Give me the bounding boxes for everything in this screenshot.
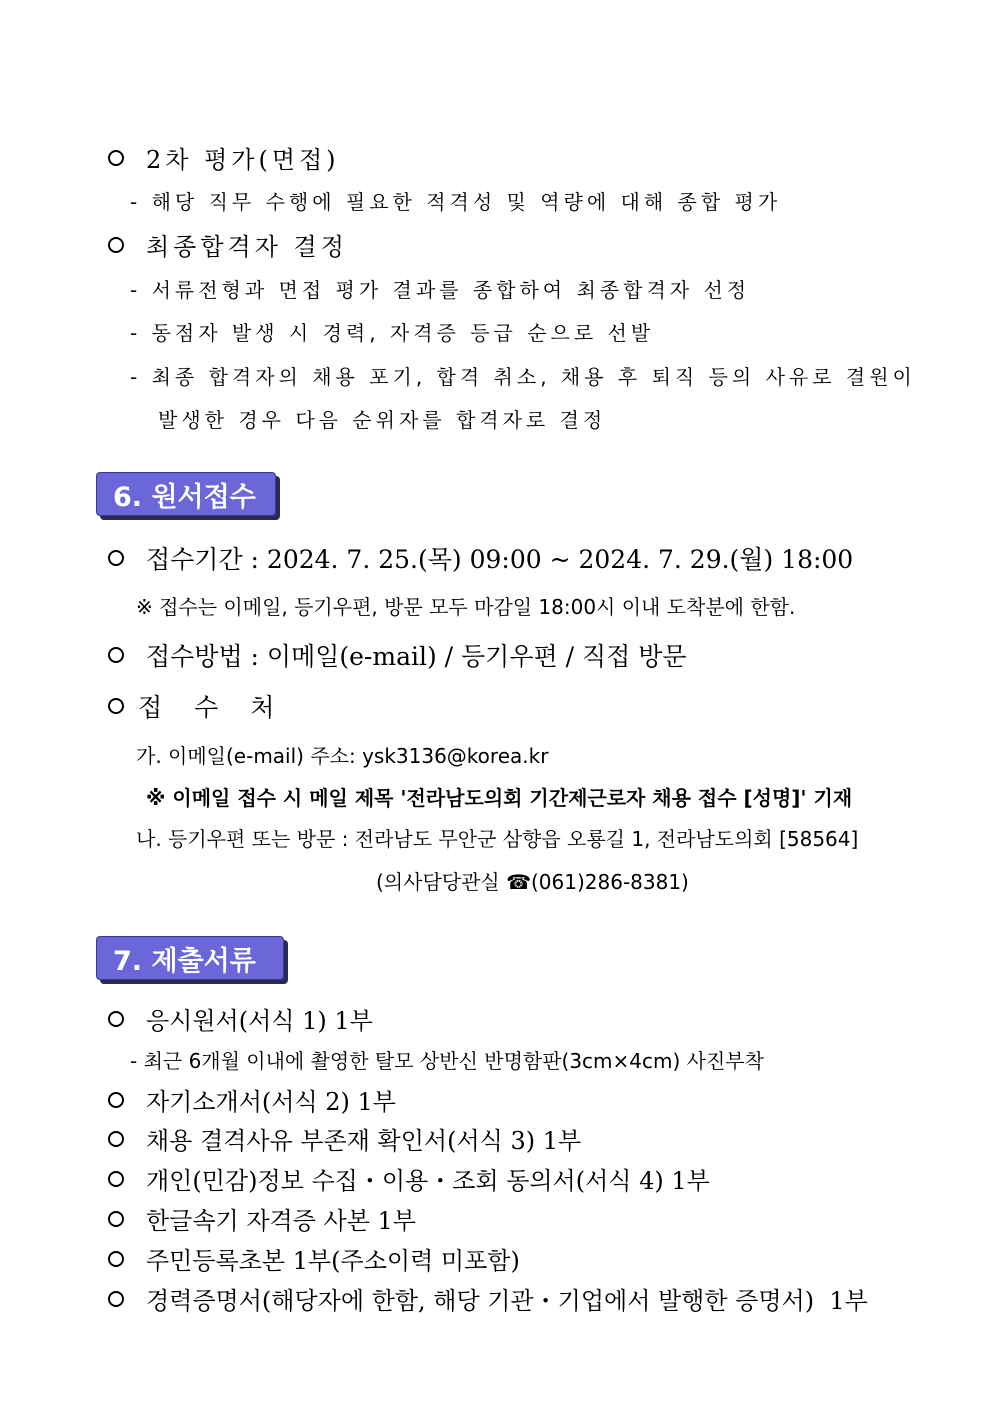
doc-item-3: 채용 결격사유 부존재 확인서(서식 3) 1부 (146, 1127, 582, 1155)
doc-item-row (108, 1001, 373, 1036)
section6-place-label: 접 수 처 (138, 693, 287, 722)
eval2-title-row (108, 140, 340, 175)
final-item-2: - 동점자 발생 시 경력, 자격증 등급 순으로 선발 (130, 321, 655, 345)
section6-heading-text: 6. 원서접수 (113, 481, 256, 513)
final-item-3: - 최종 합격자의 채용 포기, 합격 취소, 채용 후 퇴직 등의 사유로 결원이 (130, 365, 916, 389)
circle-bullet-icon (108, 550, 124, 566)
circle-bullet-icon (108, 647, 124, 663)
circle-bullet-icon (108, 1131, 124, 1147)
final-title-row (108, 227, 348, 262)
doc-item-5: 한글속기 자격증 사본 1부 (146, 1207, 416, 1235)
eval2-title: 2차 평가(면접) (146, 146, 340, 174)
section6-method: 접수방법 : 이메일(e-mail) / 등기우편 / 직접 방문 (146, 642, 687, 671)
doc-item-row (108, 1241, 520, 1276)
section7-heading-text: 7. 제출서류 (113, 945, 256, 977)
section6-period-row (108, 540, 853, 576)
circle-bullet-icon (108, 1092, 124, 1108)
section6-place-row (108, 688, 286, 724)
circle-bullet-icon (108, 698, 124, 714)
section6-period-note: ※ 접수는 이메일, 등기우편, 방문 모두 마감일 18:00시 이내 도착분에 한함. (136, 595, 796, 619)
final-item-1: - 서류전형과 면접 평가 결과를 종합하여 최종합격자 선정 (130, 278, 751, 302)
section7-heading (96, 936, 284, 980)
doc-item-2: 자기소개서(서식 2) 1부 (146, 1088, 396, 1116)
final-title: 최종합격자 결정 (146, 233, 348, 261)
doc-photo-note: - 최근 6개월 이내에 촬영한 탈모 상반신 반명함판(3cm×4cm) 사진부착 (130, 1049, 764, 1073)
section6-email: 가. 이메일(e-mail) 주소: ysk3136@korea.kr (136, 744, 549, 768)
section6-method-row (108, 637, 687, 673)
circle-bullet-icon (108, 1291, 124, 1307)
doc-item-row (108, 1082, 396, 1117)
circle-bullet-icon (108, 150, 124, 166)
circle-bullet-icon (108, 237, 124, 253)
section6-email-note: ※ 이메일 접수 시 메일 제목 '전라남도의회 기간제근로자 채용 접수 [성명]' 기재 (146, 786, 853, 810)
section6-post: 나. 등기우편 또는 방문 : 전라남도 무안군 삼향읍 오룡길 1, 전라남도의회 [58564] (136, 827, 859, 851)
doc-item-7: 경력증명서(해당자에 한함, 해당 기관・기업에서 발행한 증명서) 1부 (146, 1287, 868, 1315)
doc-item-row (108, 1121, 581, 1156)
final-item-3-cont: 발생한 경우 다음 순위자를 합격자로 결정 (158, 408, 607, 432)
section6-post-office: (의사담당관실 ☎(061)286-8381) (376, 870, 689, 894)
circle-bullet-icon (108, 1011, 124, 1027)
circle-bullet-icon (108, 1251, 124, 1267)
doc-item-6: 주민등록초본 1부(주소이력 미포함) (146, 1247, 520, 1275)
circle-bullet-icon (108, 1171, 124, 1187)
doc-item-row (108, 1281, 868, 1316)
section6-heading (96, 472, 276, 516)
doc-item-1: 응시원서(서식 1) 1부 (146, 1007, 373, 1035)
circle-bullet-icon (108, 1211, 124, 1227)
section6-period: 접수기간 : 2024. 7. 25.(목) 09:00 ~ 2024. 7. 29.(월) 18:00 (146, 545, 854, 574)
eval2-desc: - 해당 직무 수행에 필요한 적격성 및 역량에 대해 종합 평가 (130, 190, 782, 214)
doc-item-row (108, 1161, 710, 1196)
doc-item-row (108, 1201, 416, 1236)
doc-item-4: 개인(민감)정보 수집・이용・조회 동의서(서식 4) 1부 (146, 1167, 710, 1195)
